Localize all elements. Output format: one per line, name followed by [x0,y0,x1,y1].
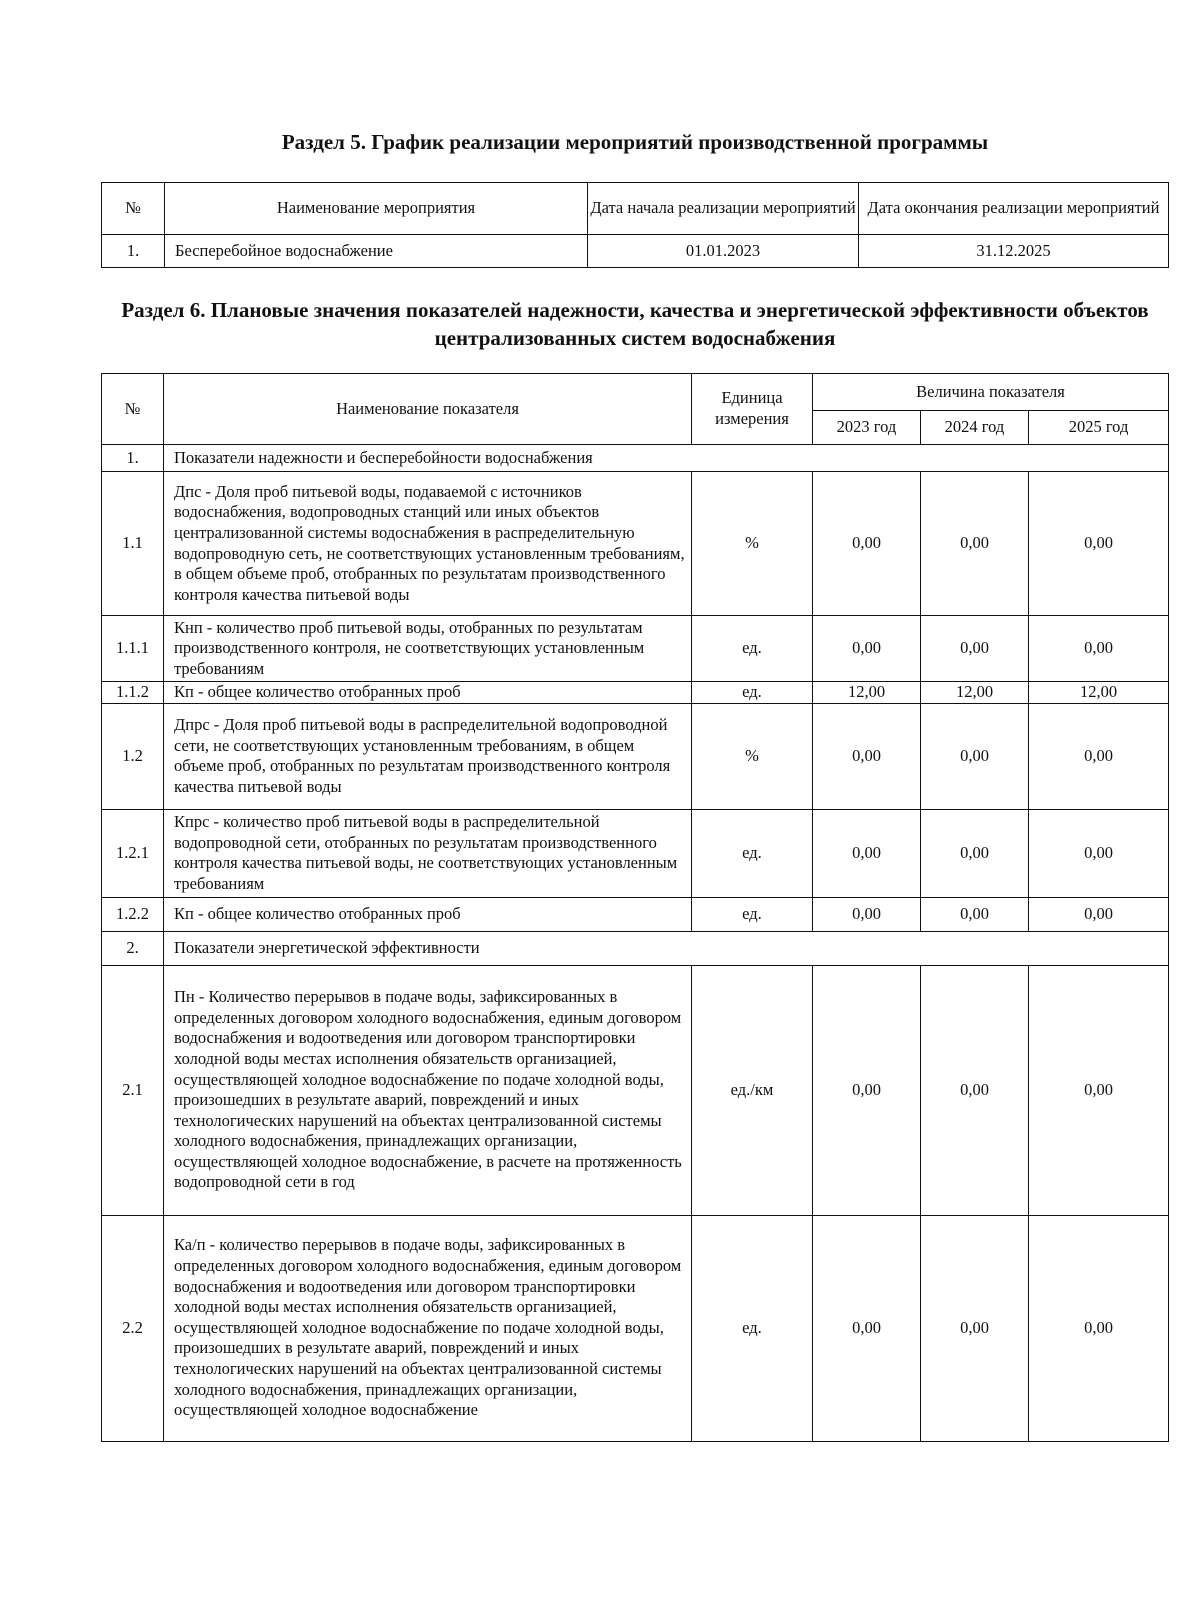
header-indicator-name: Наименование показателя [164,374,692,445]
row-value-2024: 12,00 [921,682,1029,704]
section-row [102,931,1169,965]
row-unit: % [692,472,813,616]
row-unit: ед. [692,897,813,931]
header-num: № [102,183,165,235]
table-row [102,965,1169,1215]
header-year-2023: 2023 год [813,411,921,445]
header-event-name: Наименование мероприятия [165,183,588,235]
table-row [102,682,1169,704]
row-indicator-name: Ка/п - количество перерывов в подаче воды, зафиксированных в определенных договором холодного водоснабжения, единым договором водоснабжения и водоотведения или договором транспортировки холодной воды местах исполнения обязательств организацией, осуществляющей холодное водоснабжение по подаче холодной воды, произошедших в результате аварий, повреждений и иных технологических нарушений на объектах централизованной системы холодного водоснабжения, принадлежащих организации, осуществляющей холодное водоснабжение [164,1215,692,1441]
row-unit: ед. [692,616,813,682]
row-indicator-name: Кп - общее количество отобранных проб [164,682,692,704]
row-indicator-name: Пн - Количество перерывов в подаче воды, зафиксированных в определенных договором холодного водоснабжения, единым договором водоснабжения и водоотведения или договором транспортировки холодной воды местах исполнения обязательств организацией, осуществляющей холодное водоснабжение по подаче холодной воды, произошедших в результате аварий, повреждений и иных технологических нарушений на объектах централизованной системы холодного водоснабжения, принадлежащих организации, осуществляющей холодное водоснабжение, в расчете на протяженность водопроводной сети в год [164,965,692,1215]
row-indicator-name: Дпрс - Доля проб питьевой воды в распределительной водопроводной сети, не соответствующих установленным требованиям, в общем объеме проб, отобранных по результатам производственного контроля качества питьевой воды [164,703,692,809]
table-row [102,809,1169,897]
row-num: 1.1 [102,472,164,616]
row-num: 1.2.1 [102,809,164,897]
row-num: 2. [102,931,164,965]
row-unit: ед. [692,1215,813,1441]
row-num: 1. [102,235,165,268]
row-value-2023: 0,00 [813,965,921,1215]
row-value-2025: 0,00 [1029,809,1169,897]
table-row [102,235,1169,268]
row-value-2023: 0,00 [813,703,921,809]
row-num: 1.1.1 [102,616,164,682]
section5-title: Раздел 5. График реализации мероприятий производственной программы [281,130,989,154]
row-indicator-name: Кп - общее количество отобранных проб [164,897,692,931]
header-end-date: Дата окончания реализации мероприятий [859,183,1169,235]
row-num: 1.2 [102,703,164,809]
row-value-2025: 0,00 [1029,965,1169,1215]
row-value-2024: 0,00 [921,703,1029,809]
row-num: 2.1 [102,965,164,1215]
row-unit: ед. [692,682,813,704]
row-indicator-name: Кпрс - количество проб питьевой воды в распределительной водопроводной сети, отобранных по результатам производственного контроля качества питьевой воды, не соответствующих установленным требованиям [164,809,692,897]
row-value-2025: 12,00 [1029,682,1169,704]
header-year-2025: 2025 год [1029,411,1169,445]
row-value-2023: 0,00 [813,1215,921,1441]
row-num: 2.2 [102,1215,164,1441]
row-indicator-name: Дпс - Доля проб питьевой воды, подаваемой с источников водоснабжения, водопроводных станций или иных объектов централизованной системы водоснабжения в распределительную водопроводную сеть, не соответствующих установленным требованиям, в общем объеме проб, отобранных по результатам производственного контроля качества питьевой воды [164,472,692,616]
indicators-table [101,373,1169,1442]
row-unit: % [692,703,813,809]
table-row [102,616,1169,682]
header-num: № [102,374,164,445]
row-value-2024: 0,00 [921,472,1029,616]
row-value-2023: 0,00 [813,809,921,897]
row-value-2025: 0,00 [1029,897,1169,931]
row-value-2024: 0,00 [921,1215,1029,1441]
row-value-2024: 0,00 [921,809,1029,897]
table-row [102,897,1169,931]
row-unit: ед. [692,809,813,897]
row-value-2023: 0,00 [813,472,921,616]
table-row [102,1215,1169,1441]
row-value-2025: 0,00 [1029,1215,1169,1441]
row-num: 1. [102,445,164,472]
row-value-2024: 0,00 [921,965,1029,1215]
row-value-2023: 0,00 [813,897,921,931]
table-row [102,703,1169,809]
row-value-2024: 0,00 [921,897,1029,931]
row-num: 1.1.2 [102,682,164,704]
row-value-2024: 0,00 [921,616,1029,682]
section-row [102,445,1169,472]
row-end-date: 31.12.2025 [859,235,1169,268]
row-start-date: 01.01.2023 [588,235,859,268]
row-unit: ед./км [692,965,813,1215]
section-name: Показатели энергетической эффективности [164,931,1169,965]
row-value-2025: 0,00 [1029,472,1169,616]
indicators-header-row [102,374,1169,411]
row-value-2023: 12,00 [813,682,921,704]
schedule-table [101,182,1169,268]
row-indicator-name: Кнп - количество проб питьевой воды, отобранных по результатам производственного контроля, не соответствующих установленным требованиям [164,616,692,682]
header-year-2024: 2024 год [921,411,1029,445]
header-value: Величина показателя [813,374,1169,411]
row-value-2025: 0,00 [1029,616,1169,682]
row-value-2023: 0,00 [813,616,921,682]
table-row [102,472,1169,616]
row-event-name: Бесперебойное водоснабжение [165,235,588,268]
header-unit: Единица измерения [692,374,813,445]
row-num: 1.2.2 [102,897,164,931]
section-name: Показатели надежности и бесперебойности водоснабжения [164,445,1169,472]
section6-title: Раздел 6. Плановые значения показателей надежности, качества и энергетической эффективности объектов централизованных систем водоснабжения [121,298,1149,350]
header-start-date: Дата начала реализации мероприятий [588,183,859,235]
row-value-2025: 0,00 [1029,703,1169,809]
schedule-header-row [102,183,1169,235]
